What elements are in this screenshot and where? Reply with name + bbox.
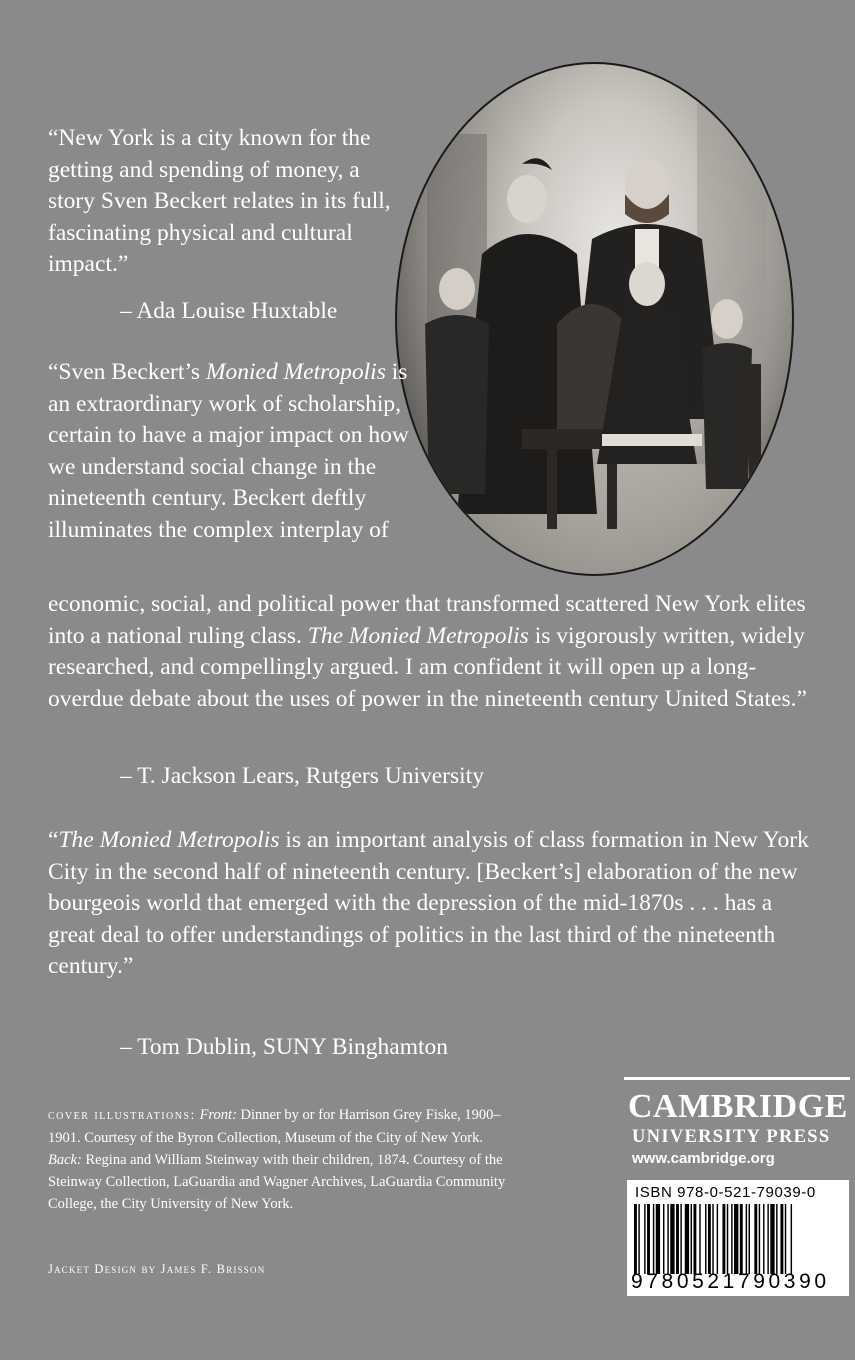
book-title-italic: The Monied Metropolis	[307, 622, 529, 649]
book-title-italic: The Monied Metropolis	[58, 827, 280, 853]
quote-lears-part1: “Sven Beckert’s Monied Metropolis is an extraordinary work of scholarship, certain to have a major impact on how we understand social change in the nineteenth century. Beckert deftly illuminates the complex interplay of	[48, 359, 409, 543]
barcode-bar	[791, 1204, 792, 1274]
attribution-huxtable: – Ada Louise Huxtable	[120, 298, 338, 324]
barcode-bar	[670, 1204, 674, 1274]
barcode-bar	[712, 1204, 713, 1274]
cover-illustration-credits: cover illustrations: Front: Dinner by or for Harrison Grey Fiske, 1900–1901. Courtesy of the Byron Collection, Museum of the City of New York. Back: Regina and William Steinway with their children, 1874. Courtesy of the Steinway Collection, LaGuardia and Wagner Archives, LaGuardia Community College, the City University of New York.	[48, 1107, 506, 1212]
credits-label: cover illustrations:	[48, 1108, 196, 1123]
publisher-url: www.cambridge.org	[632, 1150, 775, 1167]
barcode-bar	[785, 1204, 786, 1274]
isbn-label: ISBN 978-0-521-79039-0	[635, 1184, 816, 1201]
barcode-bar	[691, 1204, 692, 1274]
barcode-bar	[676, 1204, 679, 1274]
barcode-bar	[734, 1204, 738, 1274]
barcode-bar	[767, 1204, 768, 1274]
barcode-bar	[727, 1204, 728, 1274]
barcode-bars	[634, 1204, 842, 1274]
barcode-bar	[746, 1204, 747, 1274]
publisher-press: UNIVERSITY PRESS	[632, 1127, 831, 1147]
barcode-bar	[667, 1204, 668, 1274]
quote-lears-part2: economic, social, and political power that transformed scattered New York elites into a national ruling class. The Monied Metropolis is vigorously written, widely researched, and compellingly argued. I am confident it will open up a long-overdue debate about the uses of power in the nineteenth century United States.”	[48, 591, 807, 712]
barcode-bar	[693, 1204, 696, 1274]
barcode-bar	[663, 1204, 664, 1274]
barcode-bar	[644, 1204, 645, 1274]
barcode-bar	[708, 1204, 711, 1274]
attribution-dublin: – Tom Dublin, SUNY Binghamton	[120, 1034, 449, 1060]
barcode-bar	[647, 1204, 650, 1274]
barcode-bar	[685, 1204, 689, 1274]
barcode-bar	[763, 1204, 764, 1274]
barcode-bar	[680, 1204, 681, 1274]
barcode-bar	[731, 1204, 732, 1274]
barcode-bar	[722, 1204, 725, 1274]
barcode-bar	[776, 1204, 777, 1274]
publisher-rule	[624, 1077, 850, 1080]
book-title-italic: Monied Metropolis	[205, 359, 386, 385]
barcode-bar	[638, 1204, 639, 1274]
quote-dublin: “The Monied Metropolis is an important analysis of class formation in New York City in the second half of nineteenth century. [Beckert’s] elaboration of the new bourgeois world that emerged with the depression of the mid-1870s . . . has a great deal to offer understandings of politics in the last third of the nineteenth century.”	[48, 827, 809, 980]
publisher-name: CAMBRIDGE	[628, 1088, 848, 1125]
attribution-lears: – T. Jackson Lears, Rutgers University	[120, 763, 484, 789]
barcode-bar	[770, 1204, 774, 1274]
barcode-bar	[749, 1204, 750, 1274]
barcode-bar	[656, 1204, 660, 1274]
barcode-bar	[699, 1204, 700, 1274]
isbn-barcode	[627, 1180, 849, 1296]
barcode-bar	[740, 1204, 743, 1274]
family-portrait-illustration	[397, 64, 792, 574]
barcode-bar	[759, 1204, 760, 1274]
barcode-bar	[754, 1204, 757, 1274]
barcode-bar	[780, 1204, 783, 1274]
barcode-bar	[705, 1204, 706, 1274]
jacket-design-credit: Jacket Design by James F. Brisson	[48, 1262, 266, 1276]
family-portrait-photo	[395, 62, 794, 576]
quote-huxtable: “New York is a city known for the getting and spending of money, a story Sven Beckert relates in its full, fascinating physical and cultural impact.”	[48, 125, 391, 278]
barcode-bar	[717, 1204, 718, 1274]
barcode-bar	[653, 1204, 654, 1274]
barcode-bar	[634, 1204, 637, 1274]
barcode-digits: 9780521790390	[631, 1270, 830, 1293]
